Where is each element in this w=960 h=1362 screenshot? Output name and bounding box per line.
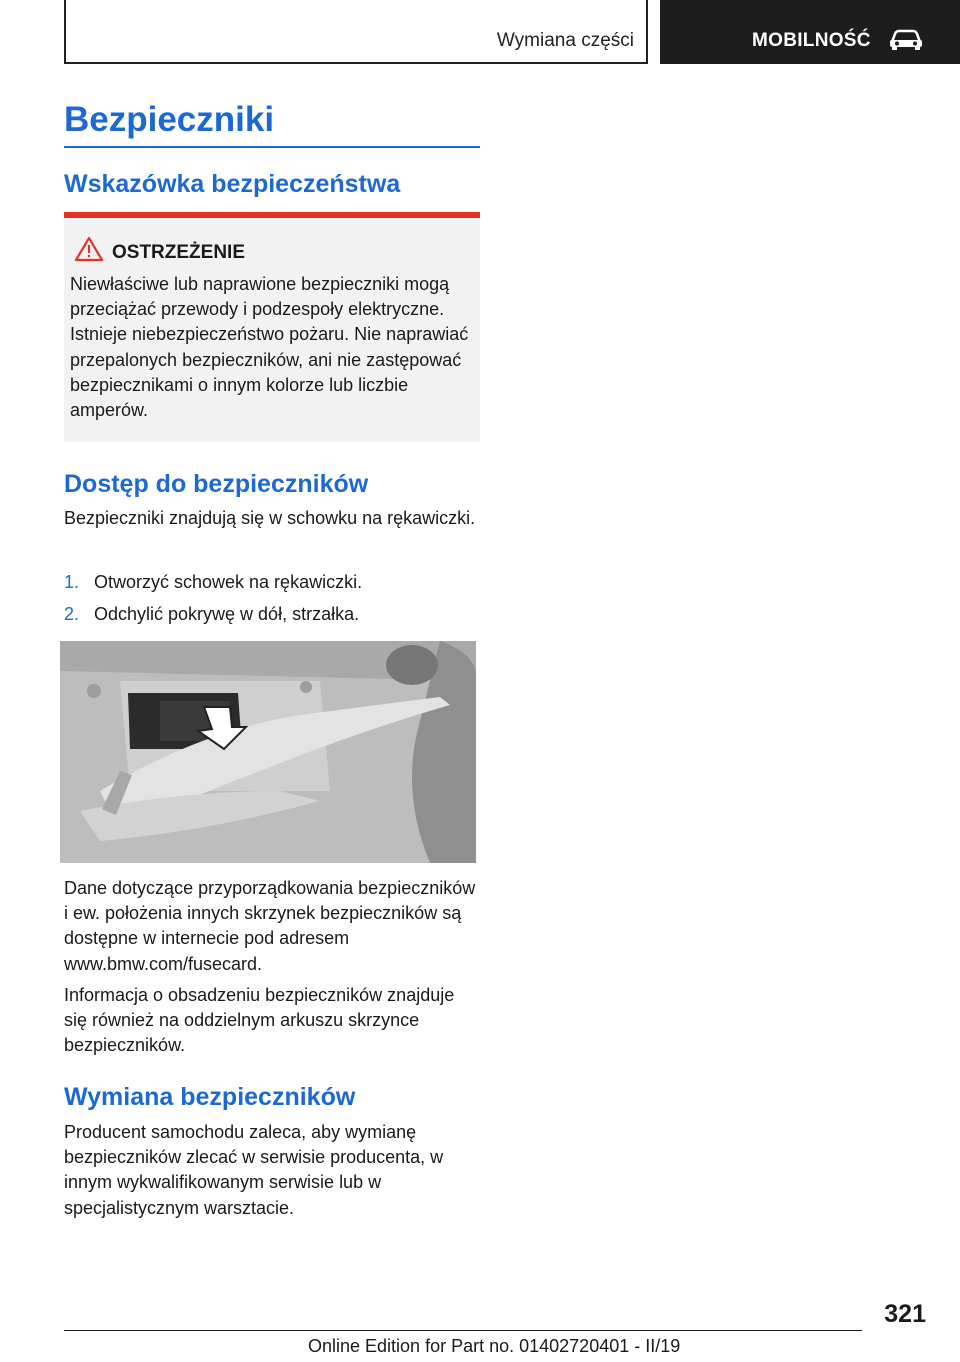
title-divider: [64, 146, 480, 148]
footer-divider: [64, 1330, 862, 1331]
warning-box: [64, 212, 480, 442]
replace-paragraph: Producent samochodu zaleca, aby wymianę bezpieczników zlecać w serwisie producenta, w innym wykwalifikowanym serwisie lub w specjalistycznym warsztacie.: [64, 1122, 444, 1218]
page-title: Bezpieczniki: [64, 100, 275, 139]
glovebox-photo: [60, 641, 476, 863]
fusecard-paragraph: Dane dotyczące przyporządkowania bezpieczników i ew. położenia innych skrzynek bezpieczników są dostępne w internecie pod adresem www.bmw.com/fusecard.: [64, 878, 476, 974]
warning-bar: [64, 212, 480, 218]
safety-heading: Wskazówka bezpieczeństwa: [64, 170, 401, 198]
header-section-tab: [660, 0, 960, 64]
section-title: MOBILNOŚĆ: [752, 30, 871, 51]
car-icon: [888, 28, 924, 50]
access-heading: Dostęp do bezpieczników: [64, 470, 369, 498]
step-number: 1.: [64, 572, 80, 592]
replace-heading: Wymiana bezpieczników: [64, 1083, 356, 1111]
footer-edition: Online Edition for Part no. 01402720401 - II/19: [308, 1336, 681, 1356]
fusebox-sheet-paragraph: Informacja o obsadzeniu bezpieczników znajduje się również na oddzielnym arkuszu skrzynce bezpieczników.: [64, 985, 455, 1056]
warning-label: OSTRZEŻENIE: [112, 242, 246, 263]
list-item: [64, 570, 362, 595]
list-item: [64, 602, 359, 627]
page-number: 321: [884, 1300, 926, 1328]
breadcrumb: Wymiana części: [496, 30, 634, 51]
header-breadcrumb-box: [64, 0, 648, 64]
access-intro: Bezpieczniki znajdują się w schowku na rękawiczki.: [64, 508, 476, 528]
step-text: Otworzyć schowek na rękawiczki.: [94, 572, 363, 592]
warning-triangle-icon: [74, 236, 104, 262]
warning-text: Niewłaściwe lub naprawione bezpieczniki mogą przeciążać przewody i podzespoły elektryczne. Istnieje niebezpieczeństwo pożaru. Nie naprawiać przepalonych bezpieczników, ani nie zastępować bezpiecznikami o innym kolorze lub liczbie amperów.: [70, 274, 469, 421]
step-text: Odchylić pokrywę w dół, strzałka.: [94, 604, 360, 624]
step-number: 2.: [64, 604, 80, 624]
